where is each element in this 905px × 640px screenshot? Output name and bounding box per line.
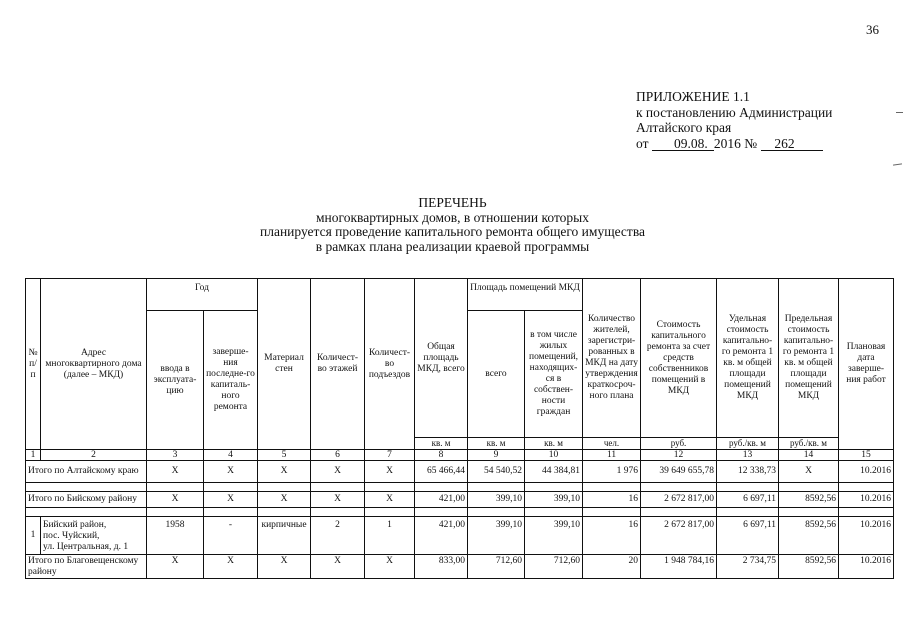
row-spacer [26,483,894,492]
header-entrances: Количест-во подъездов [365,279,415,450]
header-year-commissioning: ввода в эксплуата-цию [147,311,204,450]
column-number: 1 [26,450,41,461]
header-address: Адрес многоквартирного дома (далее – МКД) [41,279,147,450]
unit-repair-cost: руб. [641,438,717,450]
row-total-area: 421,00 [415,517,468,555]
table-row [26,492,894,508]
column-number: 12 [641,450,717,461]
row-planned-date: 10.2016 [839,492,894,508]
row-entrances: X [365,461,415,483]
row-premises-total: 54 540,52 [468,461,525,483]
row-premises-total: 712,60 [468,555,525,579]
address-line: Бийский район, [43,520,107,530]
appendix-title: ПРИЛОЖЕНИЕ 1.1 [636,89,750,104]
date-prefix: от [636,135,649,151]
address-line: пос. Чуйский, [43,531,100,541]
row-premises-residential-owned: 399,10 [525,492,583,508]
row-year-last-repair: - [204,517,258,555]
column-number: 15 [839,450,894,461]
houses-table [25,278,894,579]
row-address: Итого по Благовещенскому району [26,555,147,579]
row-residents: 16 [583,517,641,555]
header-max-cost: Предельная стоимость капитально-го ремонта 1 кв. м общей площади помещений МКД [779,279,839,438]
row-floors: X [311,492,365,508]
appendix-date-line [636,136,832,152]
appendix-block [636,89,832,151]
unit-max-cost: руб./кв. м [779,438,839,450]
column-number: 7 [365,450,415,461]
date-year: 2016 [713,135,741,151]
title-line-4: в рамках плана реализации краевой программы [315,238,590,254]
row-max-cost: 8592,56 [779,517,839,555]
row-total-area: 65 466,44 [415,461,468,483]
row-repair-cost: 1 948 784,16 [641,555,717,579]
number-sign: № [744,135,758,151]
row-spacer [26,508,894,517]
row-year-commissioning: X [147,461,204,483]
header-year-group: Год [147,279,258,311]
appendix-resolution: к постановлению Администрации [636,104,833,120]
column-number: 8 [415,450,468,461]
row-entrances: 1 [365,517,415,555]
row-year-last-repair: X [204,555,258,579]
row-premises-residential-owned: 712,60 [525,555,583,579]
row-year-commissioning: X [147,555,204,579]
header-residents: Количество жителей, зарегистри-рованных в МКД на дату утверждения краткосроч-ного плана [583,279,641,438]
header-wall-material: Материал стен [258,279,311,450]
row-floors: 2 [311,517,365,555]
row-planned-date: 10.2016 [839,517,894,555]
header-planned-date: Плановая дата заверше-ния работ [839,279,894,450]
column-number: 10 [525,450,583,461]
column-number: 5 [258,450,311,461]
unit-residents: чел. [583,438,641,450]
row-specific-cost: 6 697,11 [717,492,779,508]
row-floors: X [311,555,365,579]
title-line-3: планируется проведение капитального ремонта общего имущества [259,224,646,239]
row-total-area: 833,00 [415,555,468,579]
header-num: № п/п [26,279,41,450]
row-year-last-repair: X [204,461,258,483]
row-num: 1 [26,517,41,555]
row-max-cost: 8592,56 [779,492,839,508]
page-number: 36 [866,22,879,37]
row-year-commissioning: X [147,492,204,508]
column-number: 4 [204,450,258,461]
header-premises-total: всего [468,311,525,438]
column-number: 2 [41,450,147,461]
header-premises-area-group: Площадь помещений МКД [468,279,583,311]
row-year-commissioning: 1958 [147,517,204,555]
row-residents: 20 [583,555,641,579]
row-specific-cost: 12 338,73 [717,461,779,483]
table-row [26,517,894,555]
unit-premises-total: кв. м [468,438,525,450]
document-title [0,196,905,254]
row-floors: X [311,461,365,483]
row-specific-cost: 2 734,75 [717,555,779,579]
row-entrances: X [365,555,415,579]
header-floors: Количест-во этажей [311,279,365,450]
column-number: 11 [583,450,641,461]
row-premises-total: 399,10 [468,492,525,508]
address-line: ул. Центральная, д. 1 [43,542,129,552]
column-number: 14 [779,450,839,461]
column-number: 6 [311,450,365,461]
row-planned-date: 10.2016 [839,461,894,483]
resolution-number: 262 [761,137,823,151]
scan-mark [893,163,902,165]
row-wall-material: кирпичные [258,517,311,555]
row-year-last-repair: X [204,492,258,508]
title-line-2: многоквартирных домов, в отношении которых [316,209,589,225]
row-address [41,517,147,555]
row-wall-material: X [258,492,311,508]
row-address: Итого по Алтайскому краю [26,461,147,483]
header-total-area: Общая площадь МКД, всего [415,279,468,438]
scan-mark [896,112,903,113]
appendix-region: Алтайского края [636,120,732,135]
row-premises-residential-owned: 399,10 [525,517,583,555]
table-row [26,555,894,579]
row-repair-cost: 2 672 817,00 [641,492,717,508]
header-premises-residential-owned: в том числе жилых помещений, находящих-ся в собствен-ности граждан [525,311,583,438]
column-number: 13 [717,450,779,461]
column-number: 3 [147,450,204,461]
unit-specific-cost: руб./кв. м [717,438,779,450]
row-wall-material: X [258,461,311,483]
row-wall-material: X [258,555,311,579]
title-line-1: ПЕРЕЧЕНЬ [418,195,487,210]
header-year-last-repair: заверше-ния последне-го капиталь-ного ремонта [204,311,258,450]
row-planned-date: 10.2016 [839,555,894,579]
header-specific-cost: Удельная стоимость капитально-го ремонта 1 кв. м общей площади помещений МКД [717,279,779,438]
unit-premises-residential-owned: кв. м [525,438,583,450]
row-repair-cost: 39 649 655,78 [641,461,717,483]
row-residents: 1 976 [583,461,641,483]
row-total-area: 421,00 [415,492,468,508]
column-number: 9 [468,450,525,461]
unit-total-area: кв. м [415,438,468,450]
row-address: Итого по Бийскому району [26,492,147,508]
row-max-cost: X [779,461,839,483]
row-premises-total: 399,10 [468,517,525,555]
row-residents: 16 [583,492,641,508]
header-repair-cost: Стоимость капитального ремонта за счет средств собственников помещений в МКД [641,279,717,438]
row-premises-residential-owned: 44 384,81 [525,461,583,483]
row-repair-cost: 2 672 817,00 [641,517,717,555]
table-row [26,461,894,483]
row-specific-cost: 6 697,11 [717,517,779,555]
row-max-cost: 8592,56 [779,555,839,579]
date-day-month: 09.08. [652,137,714,151]
row-entrances: X [365,492,415,508]
